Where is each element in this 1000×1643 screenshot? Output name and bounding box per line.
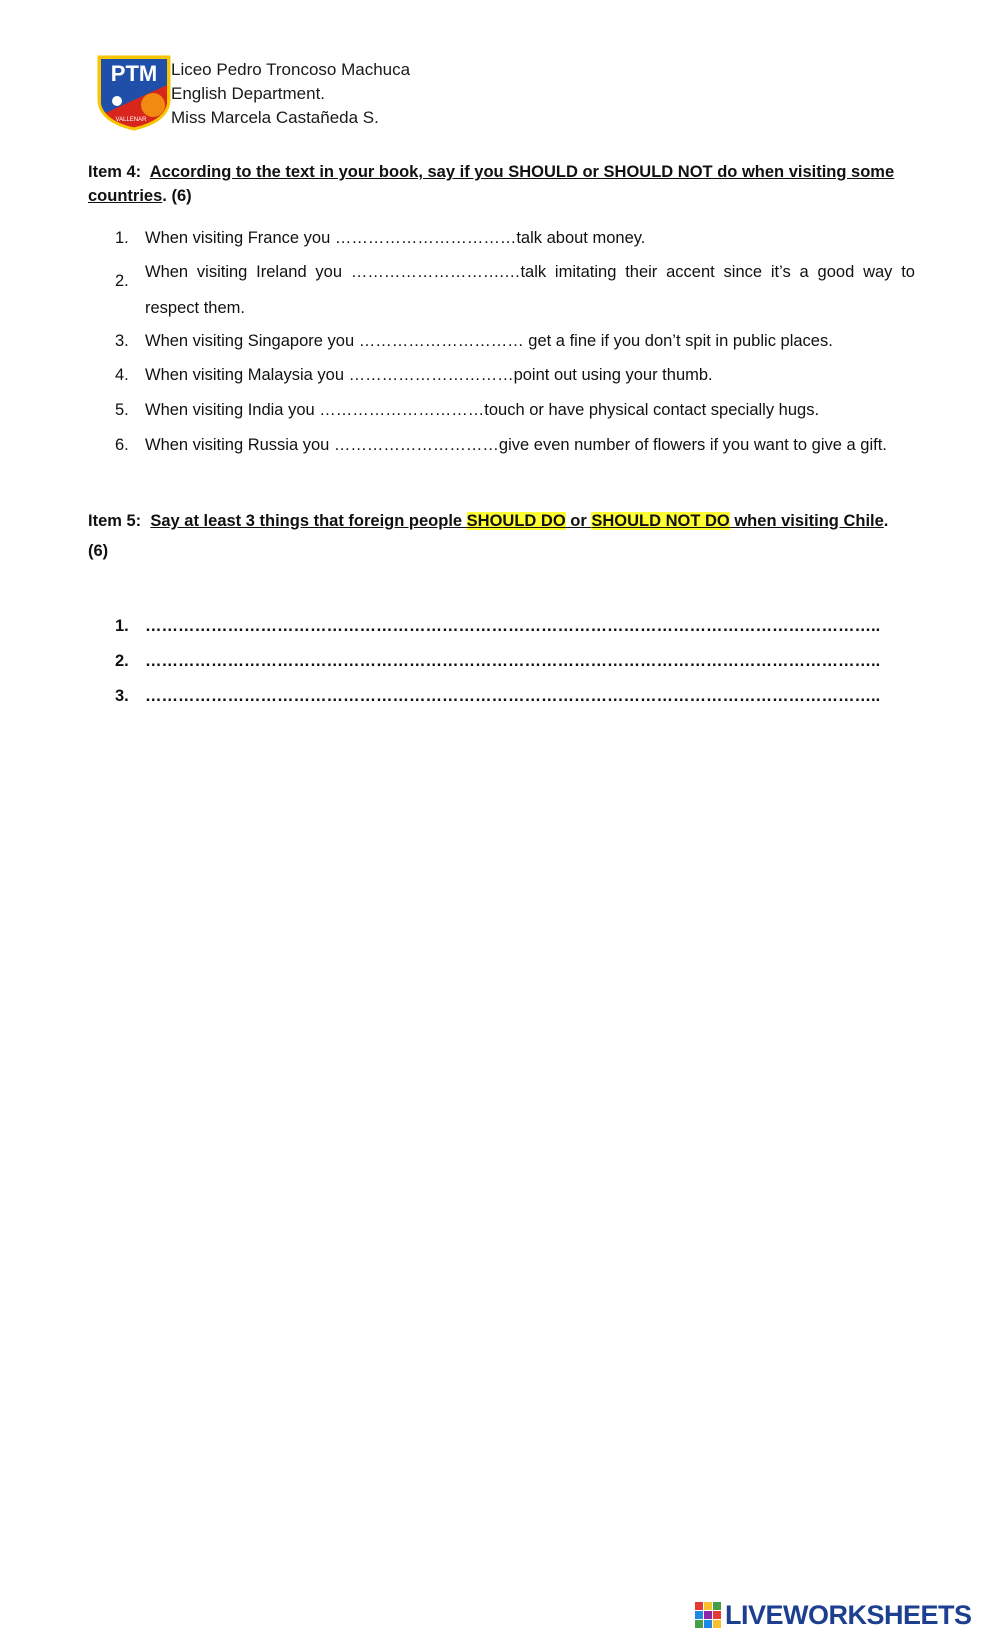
school-info — [171, 58, 410, 130]
answer-blank[interactable]: …………………………………………………………………………………………………………………….. — [145, 617, 881, 635]
item5-label: Item 5: — [88, 512, 142, 530]
answer-line-3[interactable] — [115, 687, 880, 706]
item4-instruction: According to the text in your book, say if you SHOULD or SHOULD NOT do when visiting some countries — [88, 163, 895, 205]
question-text: When visiting Singapore you ………………………… get a fine if you don’t spit in public places. — [145, 332, 833, 350]
question-3 — [115, 332, 833, 351]
question-number: 4. — [115, 366, 129, 384]
school-name: Liceo Pedro Troncoso Machuca — [171, 60, 411, 79]
school-logo — [97, 55, 171, 131]
item4-heading — [88, 160, 918, 208]
question-number: 1. — [115, 229, 129, 247]
question-text: When visiting Russia you …………………………give even number of flowers if you want to give a gift. — [145, 436, 887, 454]
answer-number: 1. — [115, 617, 129, 635]
question-number: 2. — [115, 272, 129, 290]
answer-line-1[interactable] — [115, 617, 880, 636]
liveworksheets-logo-icon — [695, 1602, 721, 1628]
question-1 — [115, 229, 645, 248]
answer-blank[interactable]: …………………………………………………………………………………………………………………….. — [145, 687, 881, 705]
watermark-text: LIVEWORKSHEETS — [725, 1599, 972, 1630]
item5-instruction-part1: Say at least 3 things that foreign people — [150, 512, 467, 530]
department-name: English Department. — [171, 84, 326, 103]
item5-highlight-should-do: SHOULD DO — [466, 512, 566, 530]
question-5 — [115, 401, 819, 420]
question-number: 3. — [115, 332, 129, 350]
item5-instruction-part2: or — [565, 512, 592, 530]
teacher-name: Miss Marcela Castañeda S. — [171, 108, 379, 127]
logo-letters: PTM — [110, 61, 158, 86]
question-6 — [115, 436, 887, 455]
question-number: 6. — [115, 436, 129, 454]
question-text: When visiting Ireland you ……………………….…talk imitating their accent since it’s a good way to respect them. — [145, 263, 915, 317]
liveworksheets-watermark — [695, 1598, 972, 1632]
question-2 — [115, 255, 915, 326]
item4-label: Item 4: — [88, 163, 142, 181]
answer-line-2[interactable] — [115, 652, 880, 671]
question-text: When visiting Malaysia you …………………………point out using your thumb. — [145, 366, 713, 384]
question-number: 5. — [115, 401, 129, 419]
answer-number: 2. — [115, 652, 129, 670]
answer-number: 3. — [115, 687, 129, 705]
logo-city: VALLENAR — [115, 117, 147, 123]
item5-heading — [88, 504, 918, 563]
item5-instruction-part3: when visiting Chile — [729, 512, 884, 530]
item5-highlight-should-not-do: SHOULD NOT DO — [591, 512, 730, 530]
question-text: When visiting France you ……………………………talk about money. — [145, 229, 646, 247]
item4-points: . (6) — [162, 187, 192, 205]
answer-blank[interactable]: …………………………………………………………………………………………………………………….. — [145, 652, 881, 670]
item5-points: (6) — [88, 542, 109, 560]
item5-period: . — [883, 512, 889, 530]
question-text: When visiting India you …………………………touch or have physical contact specially hugs. — [145, 401, 820, 419]
question-4 — [115, 366, 713, 385]
